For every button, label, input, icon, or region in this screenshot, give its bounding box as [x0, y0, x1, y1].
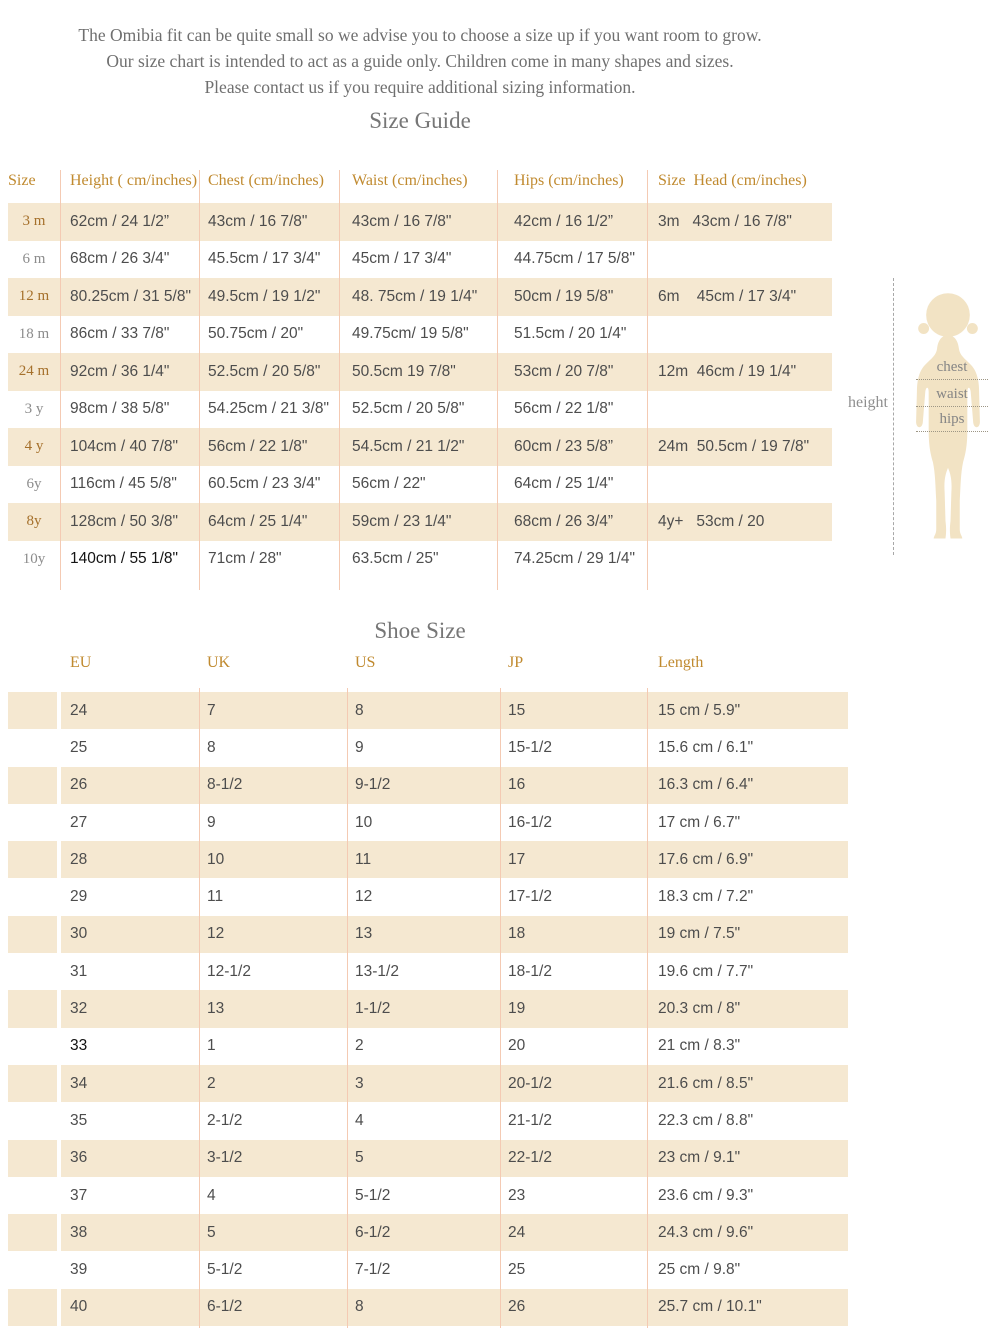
column-divider — [647, 688, 648, 1328]
size-guide-cell-hips: 60cm / 23 5/8” — [514, 437, 614, 455]
shoe-size-cell-length: 25.7 cm / 10.1" — [658, 1298, 762, 1316]
size-guide-cell-waist: 43cm / 16 7/8" — [352, 212, 452, 230]
shoe-size-row — [8, 1251, 848, 1288]
shoe-size-cell-jp: 25 — [508, 1261, 526, 1279]
shoe-size-cell-us: 5 — [355, 1149, 364, 1167]
shoe-size-cell-length: 19 cm / 7.5" — [658, 925, 741, 943]
shoe-size-cell-length: 23 cm / 9.1" — [658, 1149, 741, 1167]
shoe-size-cell-length: 24.3 cm / 9.6" — [658, 1223, 754, 1241]
shoe-size-cell-jp: 24 — [508, 1223, 526, 1241]
shoe-size-cell-jp: 15-1/2 — [508, 738, 552, 756]
size-guide-cell-size: 18 m — [18, 325, 50, 342]
shoe-size-row — [8, 1289, 848, 1326]
height-label: height — [848, 394, 888, 411]
column-header-waist: Waist (cm/inches) — [352, 172, 468, 189]
column-header-eu: EU — [70, 654, 92, 671]
size-guide-cell-waist: 50.5cm 19 7/8" — [352, 362, 456, 380]
size-guide-cell-height: 62cm / 24 1/2” — [70, 212, 170, 230]
shoe-size-cell-us: 7-1/2 — [355, 1261, 391, 1279]
shoe-size-cell-uk: 12 — [207, 925, 225, 943]
shoe-size-cell-us: 2 — [355, 1037, 364, 1055]
size-guide-cell-chest: 64cm / 25 1/4" — [208, 512, 308, 530]
size-guide-row — [8, 503, 832, 541]
shoe-size-cell-uk: 10 — [207, 850, 225, 868]
shoe-size-cell-length: 21 cm / 8.3" — [658, 1037, 741, 1055]
shoe-size-row — [8, 804, 848, 841]
column-header-hips: Hips (cm/inches) — [514, 172, 624, 189]
shoe-size-cell-jp: 22-1/2 — [508, 1149, 552, 1167]
shoe-size-row — [8, 1177, 848, 1214]
shoe-size-row — [8, 729, 848, 766]
size-guide-cell-hips: 51.5cm / 20 1/4" — [514, 325, 627, 343]
shoe-size-cell-length: 19.6 cm / 7.7" — [658, 962, 754, 980]
size-guide-cell-waist: 45cm / 17 3/4" — [352, 250, 452, 268]
shoe-size-cell-length: 17 cm / 6.7" — [658, 813, 741, 831]
size-guide-row — [8, 428, 832, 466]
size-guide-cell-waist: 59cm / 23 1/4" — [352, 512, 452, 530]
size-guide-row — [8, 316, 832, 354]
shoe-size-cell-uk: 13 — [207, 1000, 225, 1018]
shoe-size-cell-eu: 25 — [70, 738, 88, 756]
shoe-size-row — [8, 916, 848, 953]
size-guide-cell-head: 3m 43cm / 16 7/8" — [658, 212, 792, 230]
column-header-height: Height ( cm/inches) — [70, 172, 198, 189]
column-divider — [497, 170, 498, 590]
shoe-size-cell-uk: 8 — [207, 738, 216, 756]
shoe-size-row — [8, 1102, 848, 1139]
size-guide-cell-chest: 49.5cm / 19 1/2" — [208, 287, 321, 305]
size-guide-cell-height: 128cm / 50 3/8" — [70, 512, 179, 530]
size-guide-cell-size: 12 m — [18, 288, 50, 305]
shoe-size-cell-length: 16.3 cm / 6.4" — [658, 776, 754, 794]
size-guide-cell-size: 3 m — [22, 213, 46, 230]
column-divider — [647, 170, 648, 590]
size-guide-cell-chest: 43cm / 16 7/8" — [208, 212, 308, 230]
size-guide-cell-size: 8y — [26, 513, 42, 530]
size-guide-title: Size Guide — [369, 108, 471, 133]
intro-line-1: The Omibia fit can be quite small so we advise you to choose a size up if you want room to grow. — [78, 25, 762, 45]
column-header-length: Length — [658, 654, 704, 671]
size-guide-cell-hips: 44.75cm / 17 5/8" — [514, 250, 635, 268]
size-guide-cell-hips: 53cm / 20 7/8" — [514, 362, 614, 380]
size-guide-cell-waist: 56cm / 22" — [352, 475, 426, 493]
shoe-size-cell-jp: 16-1/2 — [508, 813, 552, 831]
shoe-size-cell-length: 21.6 cm / 8.5" — [658, 1074, 754, 1092]
shoe-size-cell-us: 1-1/2 — [355, 1000, 391, 1018]
shoe-size-cell-eu: 26 — [70, 776, 88, 794]
shoe-size-cell-eu: 40 — [70, 1298, 88, 1316]
shoe-size-cell-length: 18.3 cm / 7.2" — [658, 888, 754, 906]
size-guide-cell-chest: 54.25cm / 21 3/8" — [208, 400, 329, 418]
shoe-size-cell-eu: 33 — [70, 1037, 88, 1055]
size-guide-cell-height: 80.25cm / 31 5/8" — [70, 287, 191, 305]
column-header-size: Size — [8, 172, 36, 189]
shoe-size-cell-us: 10 — [355, 813, 373, 831]
shoe-size-cell-jp: 15 — [508, 701, 526, 719]
size-guide-row — [8, 541, 832, 579]
size-guide-cell-height: 104cm / 40 7/8" — [70, 437, 179, 455]
shoe-size-cell-jp: 23 — [508, 1186, 526, 1204]
shoe-size-cell-us: 13-1/2 — [355, 962, 399, 980]
shoe-size-cell-eu: 32 — [70, 1000, 88, 1018]
shoe-size-row — [8, 1214, 848, 1251]
shoe-size-cell-uk: 7 — [207, 701, 216, 719]
shoe-size-cell-length: 15.6 cm / 6.1" — [658, 738, 754, 756]
shoe-size-cell-us: 12 — [355, 888, 373, 906]
shoe-size-cell-jp: 18 — [508, 925, 526, 943]
size-guide-cell-head: 4y+ 53cm / 20 — [658, 512, 765, 530]
shoe-size-cell-uk: 4 — [207, 1186, 216, 1204]
size-guide-cell-size: 4 y — [24, 438, 44, 455]
column-divider — [347, 688, 348, 1328]
shoe-size-cell-jp: 20 — [508, 1037, 526, 1055]
shoe-size-cell-jp: 21-1/2 — [508, 1111, 552, 1129]
shoe-size-cell-eu: 30 — [70, 925, 88, 943]
shoe-size-cell-uk: 2-1/2 — [207, 1111, 243, 1129]
shoe-size-cell-eu: 38 — [70, 1223, 88, 1241]
size-guide-cell-chest: 71cm / 28" — [208, 550, 282, 568]
shoe-size-cell-us: 6-1/2 — [355, 1223, 391, 1241]
column-divider — [199, 170, 200, 590]
size-guide-cell-hips: 64cm / 25 1/4" — [514, 475, 614, 493]
size-guide-cell-waist: 54.5cm / 21 1/2" — [352, 437, 465, 455]
shoe-size-cell-us: 8 — [355, 701, 364, 719]
intro-text — [0, 22, 840, 100]
column-divider — [339, 170, 340, 590]
size-guide-cell-size: 24 m — [18, 363, 50, 380]
column-header-head: Size Head (cm/inches) — [658, 172, 807, 189]
size-guide-cell-head: 24m 50.5cm / 19 7/8" — [658, 437, 810, 455]
shoe-size-cell-eu: 35 — [70, 1111, 88, 1129]
column-divider — [60, 170, 61, 590]
column-divider — [500, 688, 501, 1328]
shoe-size-title: Shoe Size — [374, 618, 466, 643]
shoe-size-cell-us: 5-1/2 — [355, 1186, 391, 1204]
intro-line-2: Our size chart is intended to act as a guide only. Children come in many shapes and sizes. — [106, 51, 734, 71]
shoe-size-cell-uk: 9 — [207, 813, 216, 831]
size-guide-cell-height: 140cm / 55 1/8" — [70, 550, 179, 568]
shoe-size-row — [8, 990, 848, 1027]
shoe-size-row — [8, 841, 848, 878]
size-guide-header-row — [8, 170, 832, 190]
size-guide-cell-waist: 63.5cm / 25" — [352, 550, 439, 568]
shoe-size-cell-uk: 6-1/2 — [207, 1298, 243, 1316]
shoe-size-cell-length: 20.3 cm / 8" — [658, 1000, 741, 1018]
shoe-size-cell-uk: 1 — [207, 1037, 216, 1055]
shoe-size-cell-jp: 17-1/2 — [508, 888, 552, 906]
size-guide-row — [8, 466, 832, 504]
shoe-size-row — [8, 692, 848, 729]
shoe-size-header-row — [8, 654, 848, 672]
column-divider — [199, 688, 200, 1328]
size-guide-cell-hips: 50cm / 19 5/8" — [514, 287, 614, 305]
shoe-size-cell-jp: 17 — [508, 850, 526, 868]
shoe-size-cell-jp: 18-1/2 — [508, 962, 552, 980]
shoe-size-cell-eu: 37 — [70, 1186, 88, 1204]
shoe-size-row — [8, 953, 848, 990]
shoe-size-cell-uk: 2 — [207, 1074, 216, 1092]
size-guide-cell-chest: 52.5cm / 20 5/8" — [208, 362, 321, 380]
shoe-size-cell-eu: 36 — [70, 1149, 88, 1167]
shoe-size-row — [8, 878, 848, 915]
shoe-size-row — [8, 1028, 848, 1065]
shoe-size-cell-length: 23.6 cm / 9.3" — [658, 1186, 754, 1204]
size-guide-cell-hips: 68cm / 26 3/4” — [514, 512, 614, 530]
size-guide-cell-size: 6y — [26, 475, 42, 492]
size-guide-cell-height: 116cm / 45 5/8" — [70, 475, 177, 493]
shoe-size-cell-us: 11 — [355, 850, 372, 868]
size-guide-cell-hips: 42cm / 16 1/2” — [514, 212, 614, 230]
shoe-size-cell-us: 8 — [355, 1298, 364, 1316]
column-header-jp: JP — [508, 654, 524, 671]
size-guide-cell-chest: 45.5cm / 17 3/4" — [208, 250, 321, 268]
size-guide-cell-chest: 60.5cm / 23 3/4" — [208, 475, 321, 493]
height-measure-line — [893, 278, 894, 555]
shoe-size-cell-eu: 34 — [70, 1074, 88, 1092]
shoe-size-cell-eu: 29 — [70, 888, 88, 906]
size-guide-cell-head: 12m 46cm / 19 1/4" — [658, 362, 797, 380]
column-header-chest: Chest (cm/inches) — [208, 172, 324, 189]
size-guide-cell-height: 68cm / 26 3/4" — [70, 250, 170, 268]
size-guide-table — [8, 203, 832, 578]
column-divider — [57, 692, 61, 1326]
shoe-size-cell-us: 9-1/2 — [355, 776, 391, 794]
shoe-size-row — [8, 1140, 848, 1177]
size-guide-cell-waist: 52.5cm / 20 5/8" — [352, 400, 465, 418]
size-guide-cell-chest: 56cm / 22 1/8" — [208, 437, 308, 455]
column-header-us: US — [355, 654, 376, 671]
waist-label: waist — [916, 386, 988, 407]
size-guide-cell-size: 3 y — [24, 400, 44, 417]
shoe-size-cell-uk: 5-1/2 — [207, 1261, 243, 1279]
size-guide-cell-chest: 50.75cm / 20" — [208, 325, 304, 343]
shoe-size-cell-uk: 12-1/2 — [207, 962, 251, 980]
size-guide-cell-hips: 56cm / 22 1/8" — [514, 400, 614, 418]
size-guide-cell-height: 92cm / 36 1/4" — [70, 362, 170, 380]
shoe-size-cell-eu: 31 — [70, 962, 88, 980]
shoe-size-cell-uk: 3-1/2 — [207, 1149, 243, 1167]
size-guide-cell-waist: 48. 75cm / 19 1/4" — [352, 287, 478, 305]
shoe-size-cell-eu: 27 — [70, 813, 88, 831]
shoe-size-cell-uk: 11 — [207, 888, 224, 906]
size-guide-cell-hips: 74.25cm / 29 1/4" — [514, 550, 635, 568]
shoe-size-cell-uk: 8-1/2 — [207, 776, 243, 794]
shoe-size-row — [8, 1065, 848, 1102]
shoe-size-table — [8, 692, 848, 1326]
size-guide-row — [8, 203, 832, 241]
size-guide-row — [8, 353, 832, 391]
size-guide-cell-waist: 49.75cm/ 19 5/8" — [352, 325, 469, 343]
size-guide-cell-head: 6m 45cm / 17 3/4" — [658, 287, 797, 305]
column-header-uk: UK — [207, 654, 231, 671]
shoe-size-cell-uk: 5 — [207, 1223, 216, 1241]
shoe-size-cell-jp: 26 — [508, 1298, 526, 1316]
size-guide-cell-height: 86cm / 33 7/8" — [70, 325, 170, 343]
shoe-size-row — [8, 767, 848, 804]
shoe-size-cell-eu: 39 — [70, 1261, 88, 1279]
size-guide-row — [8, 241, 832, 279]
size-guide-cell-height: 98cm / 38 5/8" — [70, 400, 170, 418]
shoe-size-cell-length: 15 cm / 5.9" — [658, 701, 741, 719]
shoe-size-cell-eu: 28 — [70, 850, 88, 868]
size-guide-cell-size: 10y — [22, 550, 46, 567]
shoe-size-cell-jp: 16 — [508, 776, 526, 794]
size-guide-row — [8, 391, 832, 429]
size-guide-row — [8, 278, 832, 316]
hips-label: hips — [916, 411, 988, 432]
shoe-size-cell-eu: 24 — [70, 701, 88, 719]
shoe-size-cell-jp: 20-1/2 — [508, 1074, 552, 1092]
size-guide-cell-size: 6 m — [22, 250, 46, 267]
shoe-size-cell-length: 22.3 cm / 8.8" — [658, 1111, 754, 1129]
chest-label: chest — [916, 359, 988, 380]
shoe-size-cell-us: 4 — [355, 1111, 364, 1129]
shoe-size-cell-us: 9 — [355, 738, 364, 756]
intro-line-3: Please contact us if you require additional sizing information. — [204, 77, 636, 97]
shoe-size-cell-jp: 19 — [508, 1000, 526, 1018]
shoe-size-cell-us: 13 — [355, 925, 373, 943]
shoe-size-cell-length: 25 cm / 9.8" — [658, 1261, 741, 1279]
shoe-size-cell-length: 17.6 cm / 6.9" — [658, 850, 754, 868]
shoe-size-cell-us: 3 — [355, 1074, 364, 1092]
